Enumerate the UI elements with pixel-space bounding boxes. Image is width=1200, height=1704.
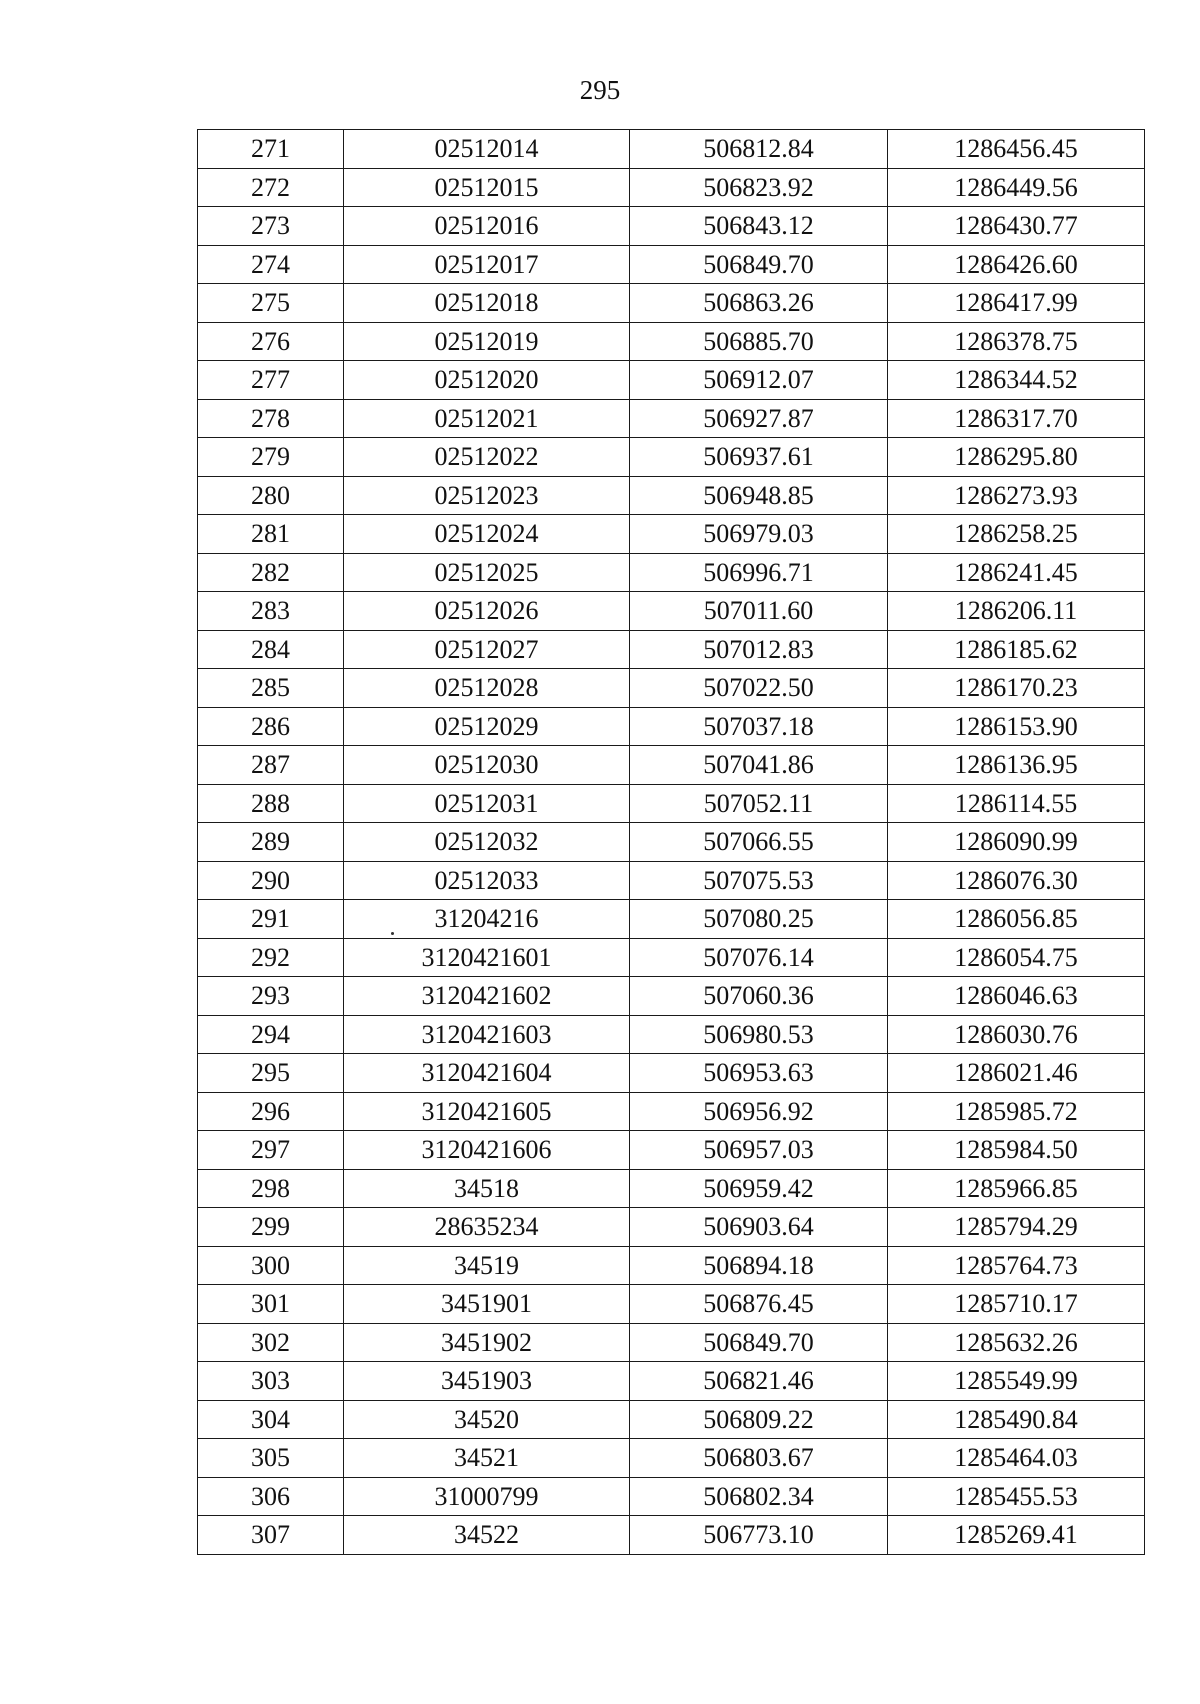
row-number-cell: 296 xyxy=(198,1092,344,1131)
table-row xyxy=(198,438,1145,477)
row-number-cell: 283 xyxy=(198,592,344,631)
y-coordinate-cell: 1286417.99 xyxy=(888,284,1145,323)
x-coordinate-cell: 506849.70 xyxy=(630,1323,888,1362)
row-number-cell: 307 xyxy=(198,1516,344,1555)
point-id-cell: 34518 xyxy=(344,1169,630,1208)
x-coordinate-cell: 506980.53 xyxy=(630,1015,888,1054)
y-coordinate-cell: 1286170.23 xyxy=(888,669,1145,708)
row-number-cell: 299 xyxy=(198,1208,344,1247)
row-number-cell: 298 xyxy=(198,1169,344,1208)
y-coordinate-cell: 1286378.75 xyxy=(888,322,1145,361)
row-number-cell: 300 xyxy=(198,1246,344,1285)
x-coordinate-cell: 507012.83 xyxy=(630,630,888,669)
row-number-cell: 277 xyxy=(198,361,344,400)
y-coordinate-cell: 1285455.53 xyxy=(888,1477,1145,1516)
x-coordinate-cell: 506849.70 xyxy=(630,245,888,284)
x-coordinate-cell: 507075.53 xyxy=(630,861,888,900)
y-coordinate-cell: 1286076.30 xyxy=(888,861,1145,900)
y-coordinate-cell: 1285985.72 xyxy=(888,1092,1145,1131)
row-number-cell: 304 xyxy=(198,1400,344,1439)
x-coordinate-cell: 506803.67 xyxy=(630,1439,888,1478)
x-coordinate-cell: 507022.50 xyxy=(630,669,888,708)
point-id-cell: 3451901 xyxy=(344,1285,630,1324)
point-id-cell: 02512019 xyxy=(344,322,630,361)
point-id-cell: 34522 xyxy=(344,1516,630,1555)
point-id-cell: 02512033 xyxy=(344,861,630,900)
x-coordinate-cell: 507052.11 xyxy=(630,784,888,823)
table-row xyxy=(198,168,1145,207)
row-number-cell: 294 xyxy=(198,1015,344,1054)
point-id-cell: 31000799 xyxy=(344,1477,630,1516)
row-number-cell: 274 xyxy=(198,245,344,284)
point-id-cell: 3120421603 xyxy=(344,1015,630,1054)
row-number-cell: 297 xyxy=(198,1131,344,1170)
point-id-cell: 3120421604 xyxy=(344,1054,630,1093)
table-row xyxy=(198,1362,1145,1401)
x-coordinate-cell: 506996.71 xyxy=(630,553,888,592)
point-id-cell: 3120421602 xyxy=(344,977,630,1016)
table-row xyxy=(198,1400,1145,1439)
table-row xyxy=(198,977,1145,1016)
y-coordinate-cell: 1286153.90 xyxy=(888,707,1145,746)
point-id-cell: 02512030 xyxy=(344,746,630,785)
table-row xyxy=(198,861,1145,900)
row-number-cell: 303 xyxy=(198,1362,344,1401)
table-row xyxy=(198,784,1145,823)
coordinate-table-container xyxy=(197,129,1144,1555)
table-row xyxy=(198,399,1145,438)
x-coordinate-cell: 506812.84 xyxy=(630,130,888,169)
x-coordinate-cell: 506948.85 xyxy=(630,476,888,515)
row-number-cell: 272 xyxy=(198,168,344,207)
point-id-cell: 02512020 xyxy=(344,361,630,400)
point-id-cell: 02512023 xyxy=(344,476,630,515)
table-row xyxy=(198,1169,1145,1208)
y-coordinate-cell: 1286273.93 xyxy=(888,476,1145,515)
y-coordinate-cell: 1285269.41 xyxy=(888,1516,1145,1555)
table-row xyxy=(198,746,1145,785)
point-id-cell: 3120421601 xyxy=(344,938,630,977)
row-number-cell: 290 xyxy=(198,861,344,900)
table-row xyxy=(198,1285,1145,1324)
y-coordinate-cell: 1285490.84 xyxy=(888,1400,1145,1439)
y-coordinate-cell: 1285710.17 xyxy=(888,1285,1145,1324)
point-id-cell: 02512025 xyxy=(344,553,630,592)
x-coordinate-cell: 506956.92 xyxy=(630,1092,888,1131)
table-row xyxy=(198,1246,1145,1285)
y-coordinate-cell: 1286344.52 xyxy=(888,361,1145,400)
point-id-cell: 02512021 xyxy=(344,399,630,438)
coordinate-table-body xyxy=(198,130,1145,1555)
row-number-cell: 287 xyxy=(198,746,344,785)
point-id-cell: 02512026 xyxy=(344,592,630,631)
row-number-cell: 273 xyxy=(198,207,344,246)
y-coordinate-cell: 1286090.99 xyxy=(888,823,1145,862)
y-coordinate-cell: 1286206.11 xyxy=(888,592,1145,631)
table-row xyxy=(198,1015,1145,1054)
row-number-cell: 288 xyxy=(198,784,344,823)
table-row xyxy=(198,669,1145,708)
x-coordinate-cell: 506959.42 xyxy=(630,1169,888,1208)
table-row xyxy=(198,900,1145,939)
x-coordinate-cell: 506937.61 xyxy=(630,438,888,477)
y-coordinate-cell: 1286030.76 xyxy=(888,1015,1145,1054)
point-id-cell: 02512018 xyxy=(344,284,630,323)
y-coordinate-cell: 1286295.80 xyxy=(888,438,1145,477)
x-coordinate-cell: 506912.07 xyxy=(630,361,888,400)
x-coordinate-cell: 506957.03 xyxy=(630,1131,888,1170)
point-id-cell: 34520 xyxy=(344,1400,630,1439)
row-number-cell: 302 xyxy=(198,1323,344,1362)
table-row xyxy=(198,1092,1145,1131)
table-row xyxy=(198,630,1145,669)
row-number-cell: 281 xyxy=(198,515,344,554)
x-coordinate-cell: 506876.45 xyxy=(630,1285,888,1324)
row-number-cell: 278 xyxy=(198,399,344,438)
coordinate-table xyxy=(197,129,1145,1555)
table-row xyxy=(198,284,1145,323)
y-coordinate-cell: 1286185.62 xyxy=(888,630,1145,669)
table-row xyxy=(198,476,1145,515)
row-number-cell: 293 xyxy=(198,977,344,1016)
y-coordinate-cell: 1286449.56 xyxy=(888,168,1145,207)
table-row xyxy=(198,823,1145,862)
point-id-cell: 3451902 xyxy=(344,1323,630,1362)
y-coordinate-cell: 1286054.75 xyxy=(888,938,1145,977)
x-coordinate-cell: 507080.25 xyxy=(630,900,888,939)
x-coordinate-cell: 506894.18 xyxy=(630,1246,888,1285)
x-coordinate-cell: 506953.63 xyxy=(630,1054,888,1093)
point-id-cell: 28635234 xyxy=(344,1208,630,1247)
point-id-cell: 02512022 xyxy=(344,438,630,477)
x-coordinate-cell: 507037.18 xyxy=(630,707,888,746)
row-number-cell: 295 xyxy=(198,1054,344,1093)
table-row xyxy=(198,938,1145,977)
y-coordinate-cell: 1285984.50 xyxy=(888,1131,1145,1170)
table-row xyxy=(198,1323,1145,1362)
point-id-cell: 02512024 xyxy=(344,515,630,554)
row-number-cell: 286 xyxy=(198,707,344,746)
table-row xyxy=(198,130,1145,169)
x-coordinate-cell: 506927.87 xyxy=(630,399,888,438)
x-coordinate-cell: 507041.86 xyxy=(630,746,888,785)
y-coordinate-cell: 1286021.46 xyxy=(888,1054,1145,1093)
point-id-cell: 34521 xyxy=(344,1439,630,1478)
point-id-cell: 3120421605 xyxy=(344,1092,630,1131)
row-number-cell: 301 xyxy=(198,1285,344,1324)
y-coordinate-cell: 1286241.45 xyxy=(888,553,1145,592)
y-coordinate-cell: 1285632.26 xyxy=(888,1323,1145,1362)
row-number-cell: 284 xyxy=(198,630,344,669)
x-coordinate-cell: 507066.55 xyxy=(630,823,888,862)
y-coordinate-cell: 1286114.55 xyxy=(888,784,1145,823)
table-row xyxy=(198,361,1145,400)
row-number-cell: 289 xyxy=(198,823,344,862)
y-coordinate-cell: 1285966.85 xyxy=(888,1169,1145,1208)
x-coordinate-cell: 507060.36 xyxy=(630,977,888,1016)
point-id-cell: 02512029 xyxy=(344,707,630,746)
table-row xyxy=(198,1131,1145,1170)
row-number-cell: 271 xyxy=(198,130,344,169)
point-id-cell: 3451903 xyxy=(344,1362,630,1401)
y-coordinate-cell: 1286430.77 xyxy=(888,207,1145,246)
point-id-cell: 02512014 xyxy=(344,130,630,169)
point-id-cell: 31204216 xyxy=(344,900,630,939)
point-id-cell: 02512027 xyxy=(344,630,630,669)
row-number-cell: 285 xyxy=(198,669,344,708)
x-coordinate-cell: 506903.64 xyxy=(630,1208,888,1247)
table-row xyxy=(198,1054,1145,1093)
stray-mark xyxy=(391,932,394,935)
y-coordinate-cell: 1285764.73 xyxy=(888,1246,1145,1285)
table-row xyxy=(198,707,1145,746)
x-coordinate-cell: 506802.34 xyxy=(630,1477,888,1516)
table-row xyxy=(198,515,1145,554)
y-coordinate-cell: 1286456.45 xyxy=(888,130,1145,169)
y-coordinate-cell: 1285549.99 xyxy=(888,1362,1145,1401)
point-id-cell: 02512031 xyxy=(344,784,630,823)
x-coordinate-cell: 507011.60 xyxy=(630,592,888,631)
x-coordinate-cell: 506823.92 xyxy=(630,168,888,207)
y-coordinate-cell: 1286056.85 xyxy=(888,900,1145,939)
x-coordinate-cell: 506979.03 xyxy=(630,515,888,554)
table-row xyxy=(198,1208,1145,1247)
page-number: 295 xyxy=(579,75,621,105)
table-row xyxy=(198,1477,1145,1516)
row-number-cell: 282 xyxy=(198,553,344,592)
y-coordinate-cell: 1285794.29 xyxy=(888,1208,1145,1247)
row-number-cell: 275 xyxy=(198,284,344,323)
point-id-cell: 3120421606 xyxy=(344,1131,630,1170)
row-number-cell: 279 xyxy=(198,438,344,477)
point-id-cell: 34519 xyxy=(344,1246,630,1285)
point-id-cell: 02512028 xyxy=(344,669,630,708)
y-coordinate-cell: 1286046.63 xyxy=(888,977,1145,1016)
point-id-cell: 02512015 xyxy=(344,168,630,207)
row-number-cell: 306 xyxy=(198,1477,344,1516)
table-row xyxy=(198,1439,1145,1478)
x-coordinate-cell: 506843.12 xyxy=(630,207,888,246)
row-number-cell: 280 xyxy=(198,476,344,515)
y-coordinate-cell: 1286426.60 xyxy=(888,245,1145,284)
y-coordinate-cell: 1286317.70 xyxy=(888,399,1145,438)
row-number-cell: 292 xyxy=(198,938,344,977)
y-coordinate-cell: 1285464.03 xyxy=(888,1439,1145,1478)
point-id-cell: 02512017 xyxy=(344,245,630,284)
table-row xyxy=(198,592,1145,631)
table-row xyxy=(198,207,1145,246)
table-row xyxy=(198,1516,1145,1555)
table-row xyxy=(198,553,1145,592)
row-number-cell: 305 xyxy=(198,1439,344,1478)
x-coordinate-cell: 506863.26 xyxy=(630,284,888,323)
x-coordinate-cell: 506809.22 xyxy=(630,1400,888,1439)
point-id-cell: 02512032 xyxy=(344,823,630,862)
point-id-cell: 02512016 xyxy=(344,207,630,246)
y-coordinate-cell: 1286258.25 xyxy=(888,515,1145,554)
x-coordinate-cell: 506885.70 xyxy=(630,322,888,361)
table-row xyxy=(198,245,1145,284)
table-row xyxy=(198,322,1145,361)
row-number-cell: 276 xyxy=(198,322,344,361)
row-number-cell: 291 xyxy=(198,900,344,939)
x-coordinate-cell: 506773.10 xyxy=(630,1516,888,1555)
x-coordinate-cell: 507076.14 xyxy=(630,938,888,977)
y-coordinate-cell: 1286136.95 xyxy=(888,746,1145,785)
x-coordinate-cell: 506821.46 xyxy=(630,1362,888,1401)
